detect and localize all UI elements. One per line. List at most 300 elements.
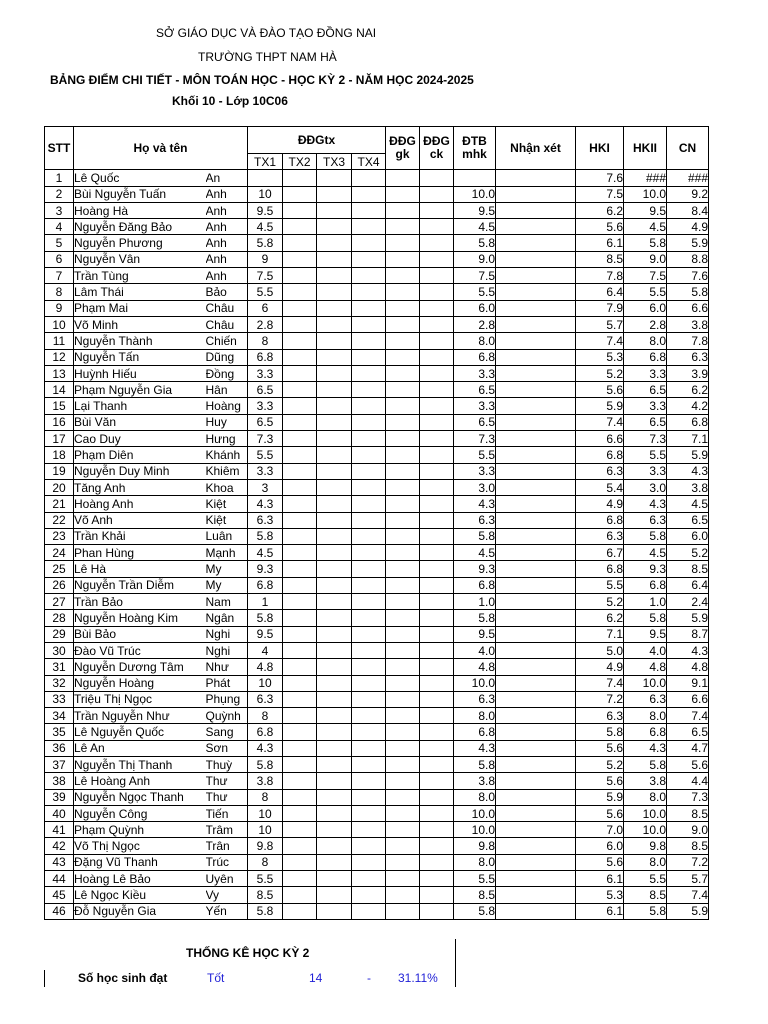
- table-row: [45, 528, 709, 544]
- stt-cell: 27: [45, 594, 74, 610]
- nhan-xet-cell: [496, 675, 576, 691]
- tx1-cell: 10: [248, 675, 283, 691]
- hki-cell: 7.4: [576, 333, 624, 349]
- tx1-cell: 7.5: [248, 268, 283, 284]
- dtb-cell: 7.3: [454, 431, 496, 447]
- surname-cell: Phạm Quỳnh: [74, 822, 206, 838]
- given-name-cell: Kiệt: [206, 512, 248, 528]
- hki-cell: 7.6: [576, 170, 624, 186]
- class-label: Khối 10 - Lớp 10C06: [172, 94, 288, 108]
- cn-cell: 3.9: [667, 365, 709, 381]
- nhan-xet-cell: [496, 805, 576, 821]
- ddg-gk-cell: [386, 675, 420, 691]
- stt-cell: 30: [45, 642, 74, 658]
- tx1-cell: 8: [248, 854, 283, 870]
- ddg-gk-cell: [386, 838, 420, 854]
- hkii-cell: 6.5: [624, 382, 667, 398]
- nhan-xet-cell: [496, 512, 576, 528]
- tx2-cell: [283, 398, 317, 414]
- surname-cell: Nguyễn Thành: [74, 333, 206, 349]
- header-cn: CN: [667, 127, 709, 170]
- hki-cell: 6.8: [576, 447, 624, 463]
- tx3-cell: [317, 528, 352, 544]
- ddg-ck-cell: [420, 838, 454, 854]
- tx1-cell: 9: [248, 251, 283, 267]
- hkii-cell: 2.8: [624, 316, 667, 332]
- tx2-cell: [283, 577, 317, 593]
- ddg-gk-cell: [386, 398, 420, 414]
- surname-cell: Đặng Vũ Thanh: [74, 854, 206, 870]
- tx1-cell: 10: [248, 805, 283, 821]
- tx3-cell: [317, 805, 352, 821]
- left-border: [44, 970, 45, 987]
- ddg-ck-cell: [420, 382, 454, 398]
- ddg-ck-cell: [420, 626, 454, 642]
- table-row: [45, 479, 709, 495]
- dtb-cell: 6.3: [454, 691, 496, 707]
- stt-cell: 40: [45, 805, 74, 821]
- table-row: [45, 251, 709, 267]
- hki-cell: 5.2: [576, 365, 624, 381]
- ddg-ck-cell: [420, 561, 454, 577]
- hki-cell: 6.4: [576, 284, 624, 300]
- tx4-cell: [352, 691, 386, 707]
- surname-cell: Lê An: [74, 740, 206, 756]
- table-row: [45, 903, 709, 919]
- tx1-cell: 4.5: [248, 545, 283, 561]
- cn-cell: 8.5: [667, 561, 709, 577]
- header-tx3: TX3: [317, 154, 352, 170]
- hkii-cell: 7.3: [624, 431, 667, 447]
- tx3-cell: [317, 854, 352, 870]
- surname-cell: Trần Tùng: [74, 268, 206, 284]
- ddg-ck-cell: [420, 675, 454, 691]
- cn-cell: 4.3: [667, 463, 709, 479]
- ddg-ck-cell: [420, 594, 454, 610]
- student-rows: [45, 170, 709, 920]
- tx4-cell: [352, 463, 386, 479]
- tx3-cell: [317, 496, 352, 512]
- ddg-ck-cell: [420, 691, 454, 707]
- nhan-xet-cell: [496, 626, 576, 642]
- given-name-cell: Vy: [206, 887, 248, 903]
- cn-cell: 9.1: [667, 675, 709, 691]
- hkii-cell: 4.8: [624, 659, 667, 675]
- dtb-cell: 4.3: [454, 740, 496, 756]
- given-name-cell: Nghi: [206, 642, 248, 658]
- tx4-cell: [352, 594, 386, 610]
- tx2-cell: [283, 756, 317, 772]
- ddg-ck-cell: [420, 414, 454, 430]
- tx2-cell: [283, 691, 317, 707]
- stats-dash: -: [367, 971, 371, 985]
- given-name-cell: Phát: [206, 675, 248, 691]
- ddg-ck-cell: [420, 871, 454, 887]
- given-name-cell: Hân: [206, 382, 248, 398]
- hki-cell: 5.9: [576, 398, 624, 414]
- hkii-cell: 8.0: [624, 333, 667, 349]
- surname-cell: Trần Khải: [74, 528, 206, 544]
- tx2-cell: [283, 773, 317, 789]
- tx1-cell: 6.8: [248, 349, 283, 365]
- grade-table: [44, 126, 709, 920]
- ddg-ck-cell: [420, 528, 454, 544]
- nhan-xet-cell: [496, 708, 576, 724]
- dtb-cell: 5.8: [454, 235, 496, 251]
- ddg-gk-cell: [386, 431, 420, 447]
- tx4-cell: [352, 202, 386, 218]
- stats-title: THỐNG KÊ HỌC KỲ 2: [186, 946, 310, 960]
- surname-cell: Nguyễn Duy Minh: [74, 463, 206, 479]
- ddg-ck-cell: [420, 463, 454, 479]
- table-row: [45, 740, 709, 756]
- table-row: [45, 642, 709, 658]
- ddg-gk-cell: [386, 756, 420, 772]
- tx3-cell: [317, 708, 352, 724]
- hki-cell: 5.2: [576, 756, 624, 772]
- tx1-cell: 5.8: [248, 756, 283, 772]
- hkii-cell: 5.8: [624, 903, 667, 919]
- table-row: [45, 186, 709, 202]
- tx2-cell: [283, 822, 317, 838]
- nhan-xet-cell: [496, 170, 576, 186]
- tx2-cell: [283, 545, 317, 561]
- given-name-cell: Như: [206, 659, 248, 675]
- hki-cell: 5.6: [576, 219, 624, 235]
- stt-cell: 22: [45, 512, 74, 528]
- tx1-cell: 8: [248, 789, 283, 805]
- given-name-cell: Huy: [206, 414, 248, 430]
- hki-cell: 6.2: [576, 202, 624, 218]
- surname-cell: Triệu Thị Ngọc: [74, 691, 206, 707]
- tx4-cell: [352, 349, 386, 365]
- hki-cell: 6.3: [576, 463, 624, 479]
- tx3-cell: [317, 284, 352, 300]
- header-tx4: TX4: [352, 154, 386, 170]
- given-name-cell: Thư: [206, 773, 248, 789]
- hki-cell: 6.0: [576, 838, 624, 854]
- stats-percent: 31.11%: [398, 971, 438, 985]
- ddg-ck-cell: [420, 822, 454, 838]
- dtb-cell: 9.0: [454, 251, 496, 267]
- cn-cell: 5.7: [667, 871, 709, 887]
- nhan-xet-cell: [496, 431, 576, 447]
- tx1-cell: [248, 170, 283, 186]
- stt-cell: 37: [45, 756, 74, 772]
- nhan-xet-cell: [496, 235, 576, 251]
- stt-cell: 15: [45, 398, 74, 414]
- table-row: [45, 398, 709, 414]
- tx4-cell: [352, 577, 386, 593]
- nhan-xet-cell: [496, 756, 576, 772]
- given-name-cell: Uyên: [206, 871, 248, 887]
- dtb-cell: 3.3: [454, 365, 496, 381]
- hki-cell: 5.6: [576, 854, 624, 870]
- tx2-cell: [283, 365, 317, 381]
- cn-cell: 5.9: [667, 610, 709, 626]
- cn-cell: 4.4: [667, 773, 709, 789]
- tx4-cell: [352, 756, 386, 772]
- dtb-cell: 9.5: [454, 626, 496, 642]
- given-name-cell: My: [206, 577, 248, 593]
- tx3-cell: [317, 333, 352, 349]
- tx3-cell: [317, 626, 352, 642]
- header-nhan-xet: Nhận xét: [496, 127, 576, 170]
- hki-cell: 7.8: [576, 268, 624, 284]
- tx3-cell: [317, 903, 352, 919]
- dtb-cell: 6.3: [454, 512, 496, 528]
- hkii-cell: 9.3: [624, 561, 667, 577]
- stt-cell: 7: [45, 268, 74, 284]
- ddg-ck-cell: [420, 170, 454, 186]
- table-row: [45, 284, 709, 300]
- sheet-title: BẢNG ĐIỂM CHI TIẾT - MÔN TOÁN HỌC - HỌC KỲ 2 - NĂM HỌC 2024-2025: [50, 73, 474, 87]
- dtb-cell: 4.8: [454, 659, 496, 675]
- tx1-cell: 4.3: [248, 496, 283, 512]
- hki-cell: 5.0: [576, 642, 624, 658]
- hki-cell: 5.6: [576, 740, 624, 756]
- surname-cell: Hoàng Lê Bảo: [74, 871, 206, 887]
- tx2-cell: [283, 626, 317, 642]
- hkii-cell: 4.3: [624, 740, 667, 756]
- cn-cell: 7.2: [667, 854, 709, 870]
- surname-cell: Tăng Anh: [74, 479, 206, 495]
- surname-cell: Cao Duy: [74, 431, 206, 447]
- tx2-cell: [283, 512, 317, 528]
- tx1-cell: 7.3: [248, 431, 283, 447]
- tx1-cell: 3.8: [248, 773, 283, 789]
- tx1-cell: 4.8: [248, 659, 283, 675]
- tx1-cell: 8: [248, 333, 283, 349]
- tx4-cell: [352, 447, 386, 463]
- hki-cell: 5.3: [576, 349, 624, 365]
- given-name-cell: Tiến: [206, 805, 248, 821]
- hkii-cell: 4.5: [624, 219, 667, 235]
- cn-cell: 4.3: [667, 642, 709, 658]
- stt-cell: 10: [45, 316, 74, 332]
- dtb-cell: 5.8: [454, 528, 496, 544]
- ddg-ck-cell: [420, 365, 454, 381]
- tx2-cell: [283, 887, 317, 903]
- hkii-cell: 6.3: [624, 691, 667, 707]
- dtb-cell: 10.0: [454, 822, 496, 838]
- hkii-cell: 9.0: [624, 251, 667, 267]
- tx3-cell: [317, 659, 352, 675]
- tx3-cell: [317, 871, 352, 887]
- table-row: [45, 235, 709, 251]
- given-name-cell: Châu: [206, 300, 248, 316]
- ddg-gk-cell: [386, 545, 420, 561]
- dtb-cell: 6.0: [454, 300, 496, 316]
- dtb-cell: 8.0: [454, 854, 496, 870]
- tx4-cell: [352, 659, 386, 675]
- tx1-cell: 5.5: [248, 871, 283, 887]
- surname-cell: Nguyễn Vân: [74, 251, 206, 267]
- ddg-gk-cell: [386, 512, 420, 528]
- given-name-cell: Thư: [206, 789, 248, 805]
- given-name-cell: Khiêm: [206, 463, 248, 479]
- tx1-cell: 10: [248, 822, 283, 838]
- ddg-gk-cell: [386, 219, 420, 235]
- surname-cell: Đỗ Nguyễn Gia: [74, 903, 206, 919]
- nhan-xet-cell: [496, 903, 576, 919]
- table-row: [45, 349, 709, 365]
- surname-cell: Nguyễn Công: [74, 805, 206, 821]
- tx2-cell: [283, 528, 317, 544]
- header-ddgtx: ĐĐGtx: [248, 127, 386, 154]
- hkii-cell: 9.5: [624, 626, 667, 642]
- ddg-ck-cell: [420, 496, 454, 512]
- cn-cell: 6.0: [667, 528, 709, 544]
- ddg-ck-cell: [420, 773, 454, 789]
- surname-cell: Võ Thị Ngọc: [74, 838, 206, 854]
- ddg-gk-cell: [386, 740, 420, 756]
- stt-cell: 2: [45, 186, 74, 202]
- surname-cell: Hoàng Hà: [74, 202, 206, 218]
- tx3-cell: [317, 365, 352, 381]
- tx4-cell: [352, 545, 386, 561]
- ddg-gk-cell: [386, 382, 420, 398]
- stt-cell: 38: [45, 773, 74, 789]
- table-row: [45, 382, 709, 398]
- ddg-ck-cell: [420, 805, 454, 821]
- tx4-cell: [352, 284, 386, 300]
- ddg-ck-cell: [420, 708, 454, 724]
- tx1-cell: 2.8: [248, 316, 283, 332]
- ddg-gk-cell: [386, 903, 420, 919]
- given-name-cell: Chiến: [206, 333, 248, 349]
- ddg-ck-cell: [420, 642, 454, 658]
- dtb-cell: 5.8: [454, 610, 496, 626]
- dtb-cell: 6.5: [454, 382, 496, 398]
- surname-cell: Trần Nguyễn Như: [74, 708, 206, 724]
- tx1-cell: 9.8: [248, 838, 283, 854]
- given-name-cell: Trâm: [206, 822, 248, 838]
- cn-cell: 8.8: [667, 251, 709, 267]
- hki-cell: 7.5: [576, 186, 624, 202]
- hkii-cell: 5.5: [624, 871, 667, 887]
- tx2-cell: [283, 251, 317, 267]
- stt-cell: 4: [45, 219, 74, 235]
- column-divider: [455, 939, 456, 987]
- stt-cell: 20: [45, 479, 74, 495]
- cn-cell: 8.5: [667, 838, 709, 854]
- given-name-cell: Hưng: [206, 431, 248, 447]
- tx4-cell: [352, 333, 386, 349]
- hki-cell: 7.0: [576, 822, 624, 838]
- nhan-xet-cell: [496, 561, 576, 577]
- tx3-cell: [317, 822, 352, 838]
- surname-cell: Nguyễn Hoàng: [74, 675, 206, 691]
- hki-cell: 5.3: [576, 887, 624, 903]
- cn-cell: 7.4: [667, 887, 709, 903]
- table-row: [45, 675, 709, 691]
- tx2-cell: [283, 284, 317, 300]
- cn-cell: 9.0: [667, 822, 709, 838]
- stt-cell: 19: [45, 463, 74, 479]
- tx3-cell: [317, 773, 352, 789]
- given-name-cell: Anh: [206, 186, 248, 202]
- hki-cell: 5.6: [576, 805, 624, 821]
- ddg-gk-cell: [386, 594, 420, 610]
- ddg-ck-cell: [420, 545, 454, 561]
- table-row: [45, 268, 709, 284]
- tx2-cell: [283, 219, 317, 235]
- hkii-cell: 1.0: [624, 594, 667, 610]
- tx3-cell: [317, 479, 352, 495]
- cn-cell: 4.8: [667, 659, 709, 675]
- tx2-cell: [283, 235, 317, 251]
- ddg-gk-cell: [386, 691, 420, 707]
- stt-cell: 42: [45, 838, 74, 854]
- cn-cell: 6.3: [667, 349, 709, 365]
- table-row: [45, 887, 709, 903]
- ddg-ck-cell: [420, 854, 454, 870]
- dtb-cell: 8.0: [454, 333, 496, 349]
- dtb-cell: 9.5: [454, 202, 496, 218]
- tx4-cell: [352, 854, 386, 870]
- tx1-cell: 3.3: [248, 463, 283, 479]
- hki-cell: 4.9: [576, 496, 624, 512]
- stt-cell: 43: [45, 854, 74, 870]
- tx4-cell: [352, 251, 386, 267]
- given-name-cell: Khánh: [206, 447, 248, 463]
- cn-cell: ###: [667, 170, 709, 186]
- dtb-cell: [454, 170, 496, 186]
- tx3-cell: [317, 740, 352, 756]
- header-ddg-ck: ĐĐG ck: [420, 127, 454, 170]
- dtb-cell: 10.0: [454, 805, 496, 821]
- dtb-cell: 4.5: [454, 545, 496, 561]
- ddg-gk-cell: [386, 708, 420, 724]
- given-name-cell: Dũng: [206, 349, 248, 365]
- tx2-cell: [283, 789, 317, 805]
- tx4-cell: [352, 382, 386, 398]
- dtb-cell: 3.8: [454, 773, 496, 789]
- cn-cell: 4.7: [667, 740, 709, 756]
- ddg-gk-cell: [386, 414, 420, 430]
- nhan-xet-cell: [496, 740, 576, 756]
- hki-cell: 5.2: [576, 594, 624, 610]
- ddg-gk-cell: [386, 186, 420, 202]
- tx2-cell: [283, 463, 317, 479]
- cn-cell: 6.6: [667, 691, 709, 707]
- tx3-cell: [317, 268, 352, 284]
- nhan-xet-cell: [496, 219, 576, 235]
- ddg-ck-cell: [420, 268, 454, 284]
- tx1-cell: 4: [248, 642, 283, 658]
- nhan-xet-cell: [496, 268, 576, 284]
- tx4-cell: [352, 626, 386, 642]
- tx1-cell: 8: [248, 708, 283, 724]
- tx2-cell: [283, 805, 317, 821]
- tx3-cell: [317, 675, 352, 691]
- hki-cell: 4.9: [576, 659, 624, 675]
- tx1-cell: 3.3: [248, 398, 283, 414]
- hkii-cell: 6.3: [624, 512, 667, 528]
- tx4-cell: [352, 219, 386, 235]
- tx4-cell: [352, 740, 386, 756]
- hkii-cell: 5.5: [624, 447, 667, 463]
- ddg-ck-cell: [420, 235, 454, 251]
- ddg-gk-cell: [386, 642, 420, 658]
- hkii-cell: 3.8: [624, 773, 667, 789]
- dtb-cell: 9.8: [454, 838, 496, 854]
- tx2-cell: [283, 316, 317, 332]
- cn-cell: 6.5: [667, 724, 709, 740]
- dtb-cell: 9.3: [454, 561, 496, 577]
- nhan-xet-cell: [496, 773, 576, 789]
